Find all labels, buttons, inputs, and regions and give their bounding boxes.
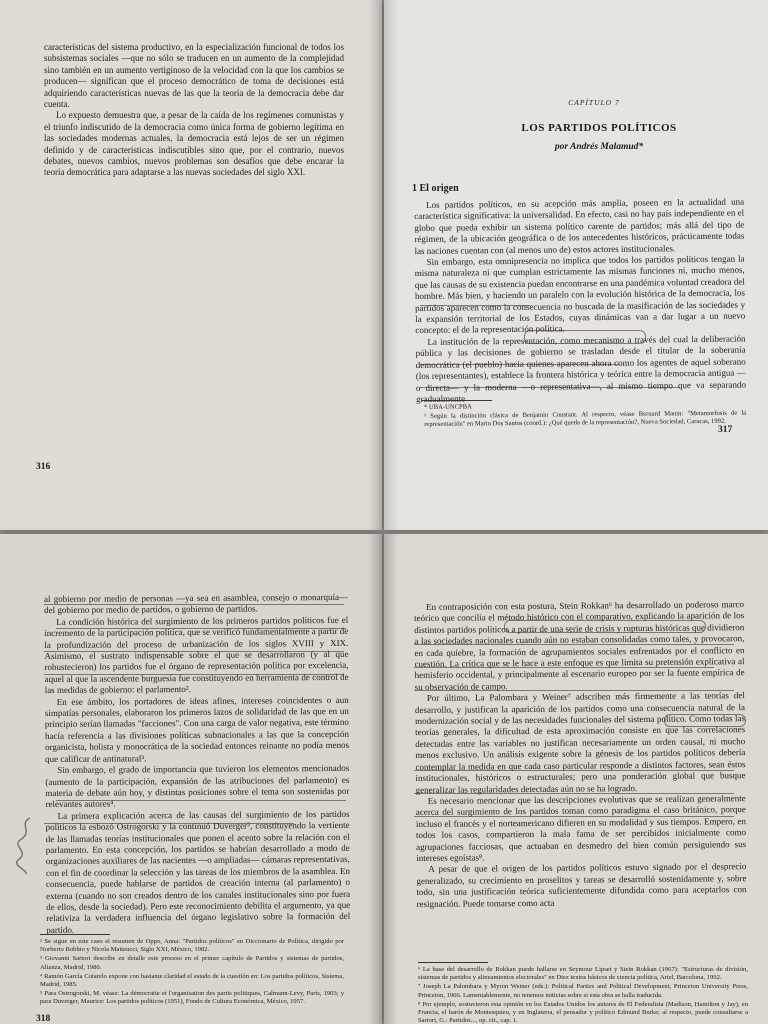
page-319	[384, 534, 768, 1024]
paragraph: En ese ámbito, los portadores de ideas afines, intereses coincidentes o aun simpatías personales, elaboraron los primeros lazos de solidaridad de las que en un principio serían llamadas "facciones". Con una carga de valor negativa, este término hacía referencia a las divisiones políticas subnacionales a las que la concepción organicista, holista y monocrática de la sociedad entonces reinante no podía menos que calificar de antinatural³.	[44, 694, 350, 764]
footnote-rule	[422, 400, 492, 401]
pencil-underline	[44, 674, 344, 675]
page-318-notes	[40, 938, 344, 1008]
pencil-underline	[56, 628, 346, 629]
page-317-notes	[424, 401, 746, 431]
footnote: ⁸ Por ejemplo, sostuvieron esta opinión en los Estados Unidos los autores de El Federalista (Madison, Hamilton y Jay), en Francia, el barón de Montesquieu, y en Inglaterra, el pensador y político Edmund Burke; al respecto, puede consultarse a Sartori, G.: Partidos..., op. cit., cap. 1.	[418, 1000, 748, 1024]
gutter-shadow	[368, 534, 382, 1024]
pencil-circle	[664, 714, 746, 727]
chapter-title: LOS PARTIDOS POLÍTICOS	[521, 122, 677, 134]
pencil-underline	[414, 793, 734, 794]
chapter-label: CAPÍTULO 7	[568, 98, 620, 107]
section-heading: 1 El origen	[412, 183, 459, 194]
pencil-underline	[420, 387, 680, 388]
chapter-author: por Andrés Malamud*	[554, 142, 644, 152]
paragraph: La condición histórica del surgimiento de los primeros partidos políticos fue el incremento de la participación política, que se verificó fundamentalmente a partir de la profundización del proceso de urbanización de los siglos XVIII y XIX. Asimismo, el sustrato indispensable sobre el que se desarrollaron (y al que robustecieron) los partidos fue el órgano de representación política por excelencia, aquel al que la ascendente burguesía fue constituyendo en herramienta de control de las medidas de gobierno: el parlamento².	[44, 614, 349, 696]
paragraph: A pesar de que el origen de los partidos políticos estuvo signado por el desprecio generalizado, su crecimiento en proselitos y tareas se desarrolló sostenidamente y, sobre todo, sin una justificación teórica suficientemente difundida como para aceptarlos con resignación. Puede tomarse como acta	[416, 861, 747, 909]
pencil-underline	[44, 604, 344, 605]
footnote: ³ Giovanni Sartori describe en detalle este proceso en el primer capítulo de Partidos y sistemas de partidos, Alianza, Madrid, 1980.	[40, 955, 344, 971]
footnote: * UBA-UNCPBA	[424, 403, 472, 411]
footnote: ⁷ Joseph La Palombara y Myron Weiner (eds.): Political Parties and Political Development, Princeton University Press, Princeton, 1966. Lamentablemente, no tenemos noticias sobre si esta obra se halla traducida.	[418, 983, 748, 999]
footnote-rule	[40, 934, 110, 935]
page-319-notes	[418, 966, 748, 1024]
pencil-underline	[414, 690, 734, 691]
paragraph: al gobierno por medio de personas —ya sea en asamblea, consejo o monarquía— del gobierno por medio de partidos, o gobierno de partidos.	[44, 591, 349, 616]
paragraph: Sin embargo, el grado de importancia que tuvieron los elementos mencionados (aumento de la participación, expansión de las atribuciones del parlamento) es materia de debate aún hoy, y distintas posiciones sobre el tema son sostenidas por relevantes autores⁴.	[45, 762, 350, 810]
page-317-body	[414, 197, 746, 406]
pencil-underline	[414, 667, 714, 668]
paragraph: características del sistema productivo, en la especialización funcional de todos los subsistemas sociales —que no sólo se traducen en un aumento de la complejidad sino también en un aumento vertiginoso de la velocidad con la que los cambios se producen— significan que el proceso democrático de toma de decisiones está adquiriendo características nuevas de las que la teoría de la democracia debe dar cuenta.	[44, 42, 344, 110]
pencil-underline	[56, 800, 346, 801]
footnote: ⁵ Para Ostrogorski, M. véase: La démocratie et l'organisation des partis politiques, Calmann-Levy, París, 1903; y para Duverger, Maurice: Los partidos políticos (1951), Fondo de Cultura Económica, México, 1957.	[40, 990, 344, 1006]
page-318-body	[44, 592, 350, 936]
paragraph: Por último, La Palombara y Weiner⁷ adscriben más firmemente a las teorías del desarrollo, y justifican la aparición de los partidos como una consecuencia natural de la modernización social y de las necesidades funcionales del sistema político. Como todas las teorías generales, la dificultad de esta aproximación consiste en que las correlaciones detectadas entre las variables no justifican necesariamente un orden causal, ni mucho menos exclusivo. Un análisis exigente sobre la génesis de los partidos políticos debería contemplar la medida en que cada caso particular responde a distintos factores, sean éstos institucionales, históricos o estructurales; pero una ponderación global que busque generalizar las regularidades detectadas aún no se ha logrado.	[414, 690, 746, 795]
footnote: ⁶ La base del desarrollo de Rokkan puede hallarse en Seymour Lipset y Stein Rokkan (1967): "Estructuras de división, sistemas de partidos y alineamientos electorales" en Diez textos básicos de ciencia política, Ariel, Barcelona, 1992.	[418, 966, 748, 982]
pencil-bracket	[8, 816, 38, 876]
paragraph: La institución de la representación, como mecanismo a través del cual la deliberación pública y las decisiones de gobierno se trasladan desde el titular de la soberanía democrática (el pueblo) hacia quienes aparecen ahora como los agentes de aquel soberano (los representantes), establece la frontera histórica y teórica entre la democracia antigua —o directa— y la moderna —o representativa—, al mismo tiempo que va separando gradualmente	[415, 333, 746, 404]
paragraph: Lo expuesto demuestra que, a pesar de la caída de los regímenes comunistas y el triunfo indiscutido de la democracia como única forma de gobierno legítima en las sociedades modernas actuales, la democracia está lejos de ser un régimen definido y de características indiscutibles sino que, por el contrario, nuevos debates, nuevos cambios, nuevos problemas son desafíos que debe encarar la teoría democrática para adaptarse a las nuevas sociedades del siglo XXI.	[44, 110, 344, 178]
pencil-underline	[414, 816, 734, 817]
page-316	[0, 0, 382, 530]
page-316-body	[44, 42, 344, 179]
page-318	[0, 534, 382, 1024]
paragraph: Es necesario mencionar que las descripciones evolutivas que se realizan generalmente acerca del surgimiento de los partidos toman como paradigma el caso británico, porque incluso el francés y el norteamericano difieren en su modalidad y sus tiempos. Empero, en todos los casos, compartieron la mala fama de ser percibidos inicialmente como agrupaciones facciosas, que actuaban en desmedro del bien común persiguiendo sus intereses egoístas⁸.	[415, 793, 747, 863]
pencil-underline	[44, 823, 294, 824]
footnote-rule	[418, 962, 488, 963]
pencil-underline	[414, 644, 734, 645]
pencil-underline	[420, 364, 620, 365]
page-317	[384, 0, 768, 530]
page-319-body	[414, 599, 747, 910]
pencil-underline	[44, 651, 344, 652]
page-number: 317	[718, 425, 733, 435]
paragraph: La primera explicación acerca de las causas del surgimiento de los partidos políticos la esbozó Ostrogorski y la continuó Duverger⁵, constituyendo la vertiente de las llamadas teorías institucionales que ponen el acento sobre la relación con el parlamento. En esta concepción, los partidos se habrían desarrollado a modo de organizaciones auxiliares de las nacientes —o ampliadas— cámaras representativas, con el fin de coordinar la selección y las tareas de los miembros de la asamblea. En consecuencia, puede hablarse de partidos de creación interna (al parlamento) o externa (cuando no son creados dentro de los canales institucionales sino por fuera de ellos, desde la sociedad). Pero este reconocimiento debilita el argumento, ya que relativiza la verdadera influencia del órgano legislativo sobre la formación del partido.	[45, 808, 351, 935]
gutter-shadow	[384, 0, 398, 530]
pencil-circle	[524, 330, 646, 344]
page-number: 318	[36, 1014, 51, 1024]
pencil-underline	[420, 305, 530, 306]
footnote: ² Se sigue en este caso el resumen de Oppo, Anna: "Partidos políticos" en Diccionario de Política, dirigido por Norberto Bobbio y Nicola Matteucci, Siglo XXI, México, 1982.	[40, 938, 344, 954]
page-number: 316	[36, 462, 51, 472]
paragraph: En contraposición con esta postura, Stein Rokkan⁶ ha desarrollado un poderoso marco teórico que concilia el método histórico con el comparativo, explicando la aparición de los distintos partidos políticos a partir de una serie de crisis y rupturas históricas que dividieron a las sociedades nacionales cuando aún no estaban consolidadas como tales, y provocaron, en cada quiebre, la formación de agrupamientos sociales enfrentados por el conflicto en cuestión. La crítica que se le hace a este enfoque es que limita su pretensión explicativa al hemisferio occidental, y principalmente al escenario europeo por ser la fuente empírica de su observación de campo.	[414, 599, 745, 692]
pencil-underline	[414, 770, 734, 771]
footnote: ⁴ Ramón García Cotarelo expone con bastante claridad el estado de la cuestión en: Los partidos políticos, Sistema, Madrid, 1985.	[40, 972, 344, 989]
gutter-shadow	[368, 0, 382, 530]
footnote: ¹ Según la distinción clásica de Benjamin Constant. Al respecto, véase Bernard Manin: "Metamorfosis de la representación" en Mario Dos Santos (coord.): ¿Qué queda de la representación?, Nueva Sociedad, Caracas, 1992.	[424, 409, 747, 429]
pencil-circle	[504, 620, 706, 633]
paragraph: Los partidos políticos, en su acepción más amplia, poseen en la actualidad una característica significativa: la universalidad. En efecto, casi no hay país independiente en el globo que pueda exhibir un sistema político carente de partidos; más allá del tipo de régimen, de la ubicación geográfica o de los antecedentes históricos, prácticamente todas las naciones cuentan con (al menos uno de) estos actores institucionales.	[414, 196, 745, 256]
paragraph: Sin embargo, esta omnipresencia no implica que todos los partidos políticos tengan la misma naturaleza ni que cumplan estrictamente las mismas funciones ni, mucho menos, que las causas de su existencia puedan encontrarse en una pandémica voluntad creadora del hombre. Más bien, y haciendo un paralelo con la evolución histórica de la democracia, los partidos aparecen como la consecuencia no buscada de la masificación de las sociedades y la expansión territorial de los Estados, cuyas dinámicas van a dar lugar a un nuevo concepto: el de la representación política.	[414, 253, 746, 336]
gutter-shadow	[384, 534, 398, 1024]
